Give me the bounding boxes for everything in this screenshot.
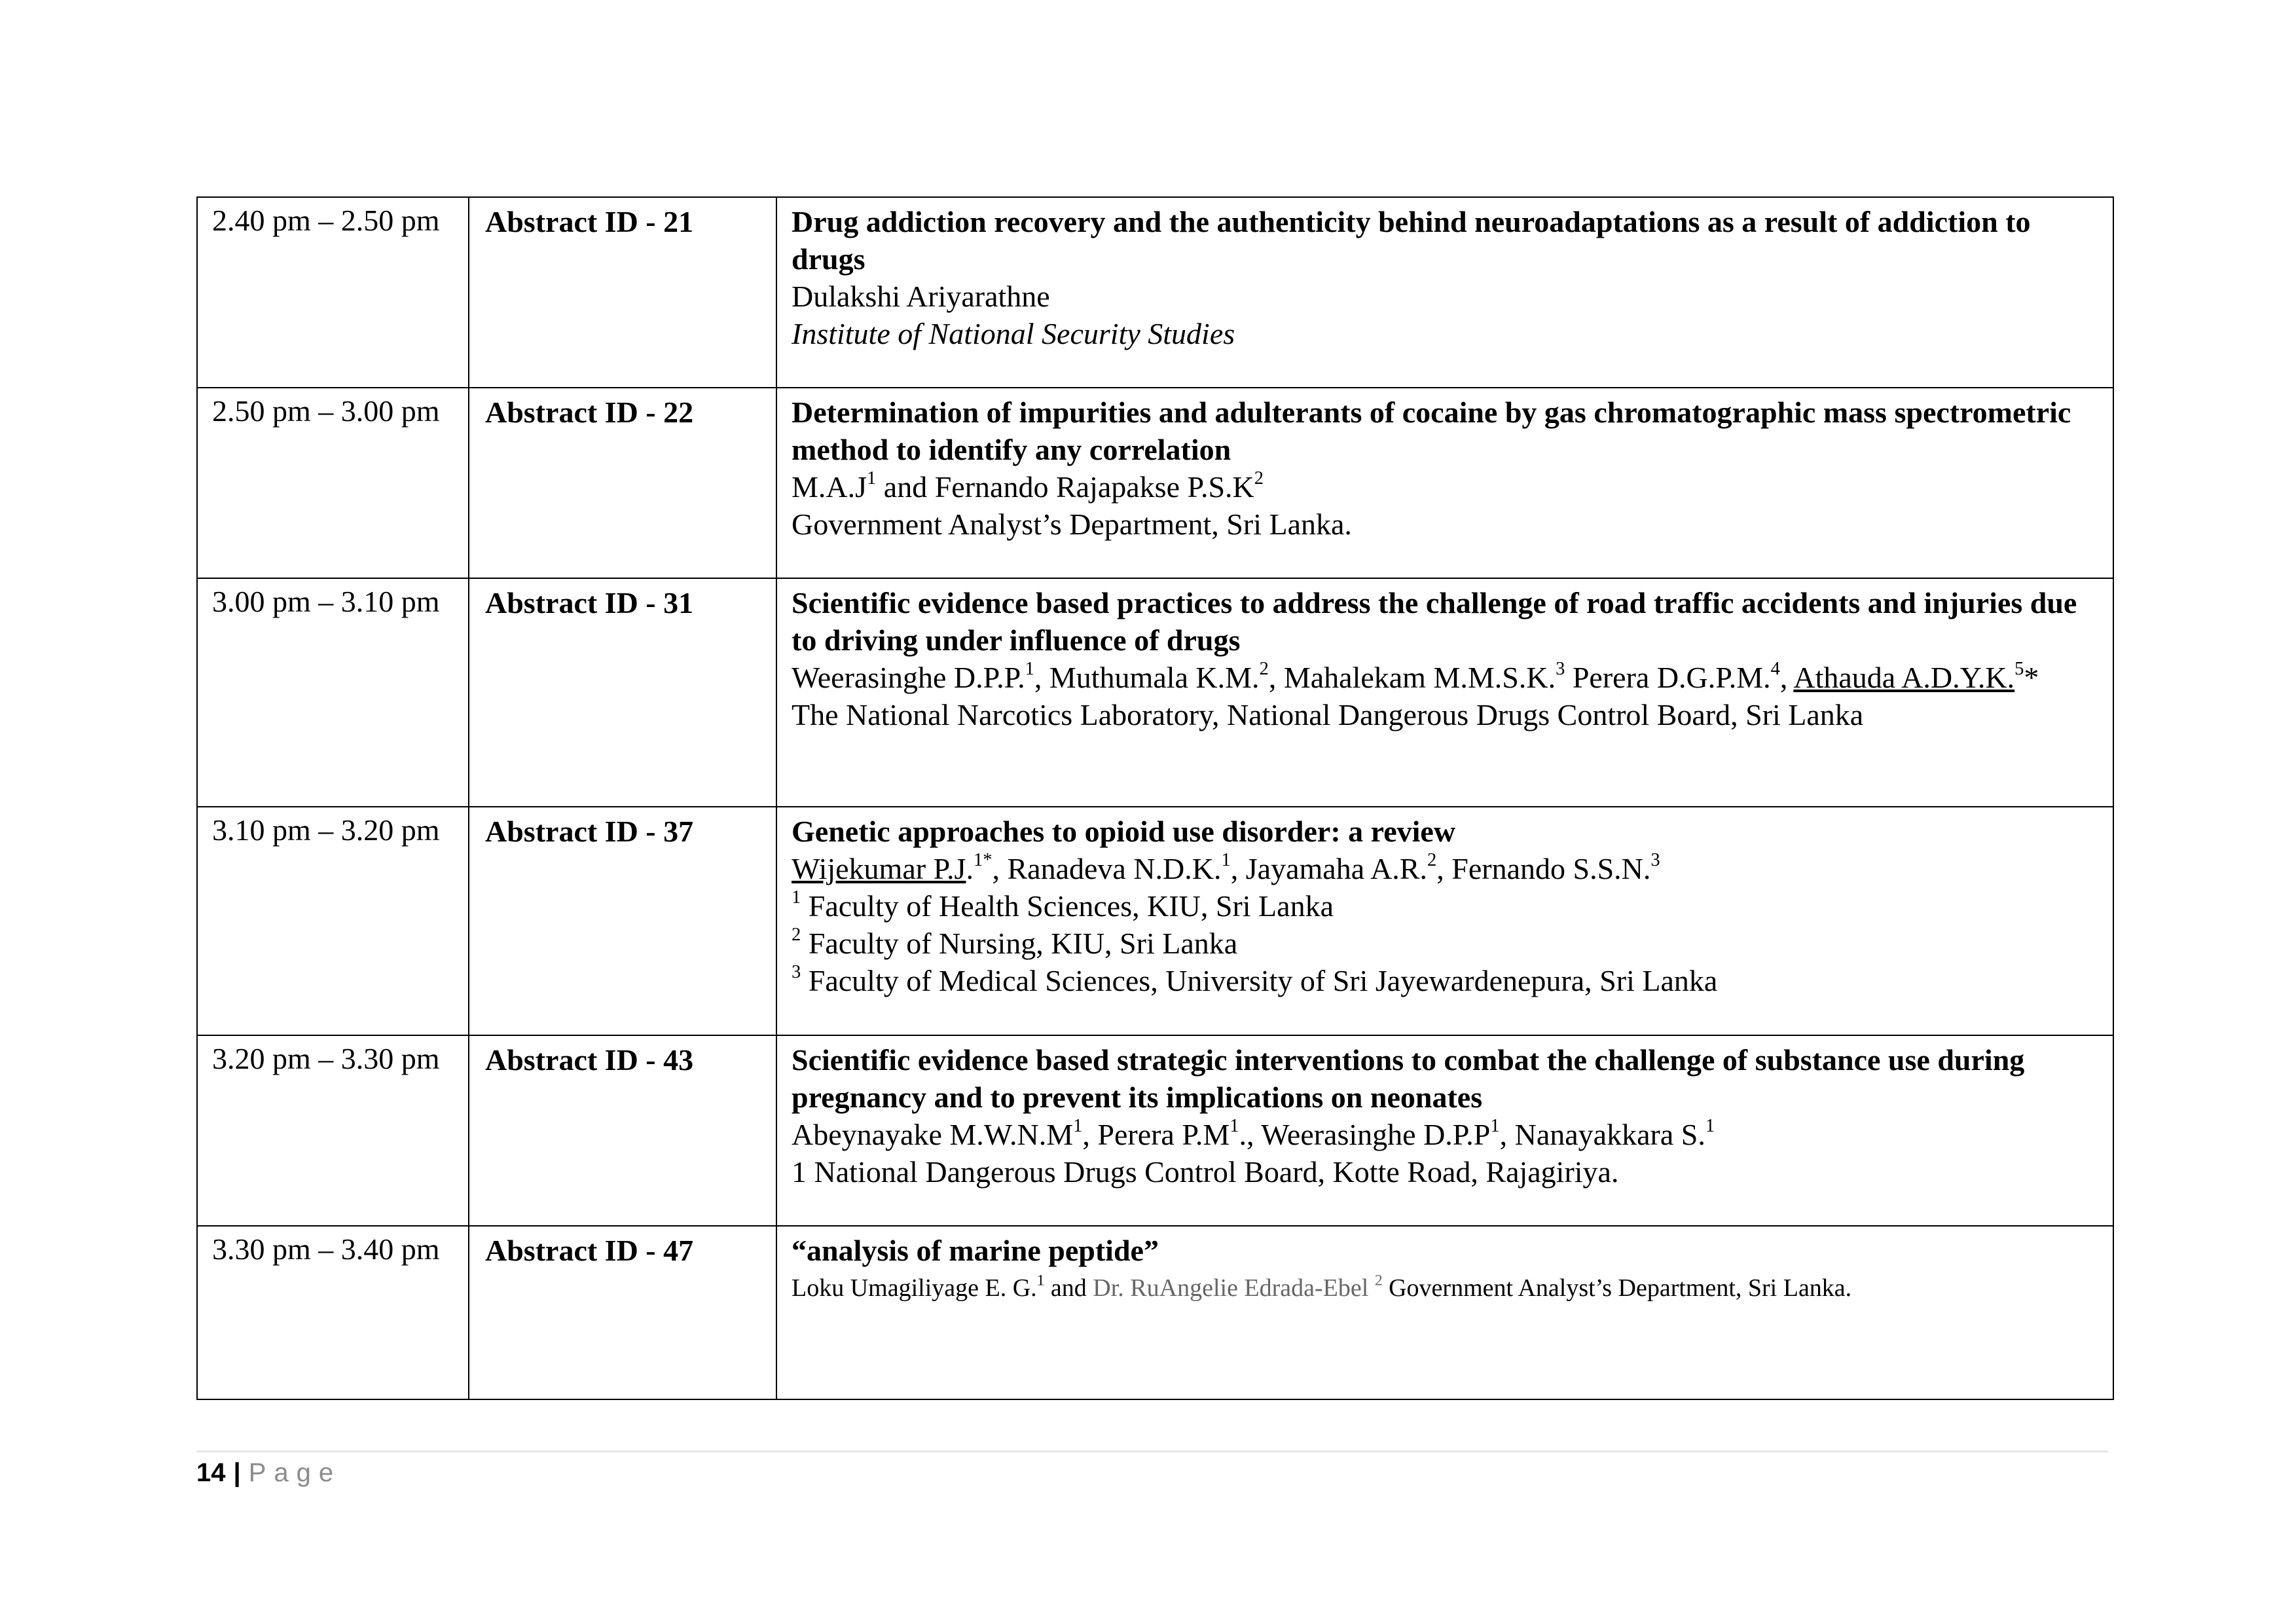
- abstract-authors: Loku Umagiliyage E. G.$^1$ and Dr. RuAngelie Edrada-Ebel $^2$ Government Analyst’s Department, Sri Lanka.: [792, 1272, 1852, 1302]
- abstract-title: Genetic approaches to opioid use disorder: a review: [792, 815, 1456, 848]
- abstract-id-cell: Abstract ID - 43: [469, 1035, 776, 1226]
- abstract-id-cell: Abstract ID - 47: [469, 1226, 776, 1399]
- time-cell: 2.40 pm – 2.50 pm: [197, 197, 469, 388]
- abstract-id-cell: Abstract ID - 22: [469, 388, 776, 578]
- abstract-authors: Weerasinghe D.P.P.$^1$, Muthumala K.M.$^2$, Mahalekam M.M.S.K.$^3$ Perera D.G.P.M.$^4$, Athauda A.D.Y.K.$^5$*: [792, 659, 2039, 694]
- presenting-author: Wijekumar P.J: [792, 852, 966, 885]
- table-row: [197, 1035, 2113, 1226]
- abstract-id-cell: Abstract ID - 31: [469, 578, 776, 807]
- abstract-affiliation: The National Narcotics Laboratory, National Dangerous Drugs Control Board, Sri Lanka: [792, 698, 1864, 731]
- abstract-title: Scientific evidence based practices to address the challenge of road traffic accidents and injuries due to driving under influence of drugs: [792, 586, 2077, 657]
- abstract-authors: $M.A.J^1$ and Fernando Rajapakse $P.S.K^2$: [792, 468, 1264, 504]
- presenting-author: Athauda A.D.Y.K.: [1793, 661, 2015, 694]
- abstract-details: [776, 578, 2113, 807]
- page-footer: [196, 1457, 341, 1488]
- page-label: Page: [248, 1458, 342, 1487]
- abstract-title: Determination of impurities and adulterants of cocaine by gas chromatographic mass spectrometric method to identify any correlation: [792, 396, 2071, 466]
- schedule-table: [196, 196, 2114, 1400]
- page-number: 14: [196, 1458, 226, 1487]
- time-cell: 2.50 pm – 3.00 pm: [197, 388, 469, 578]
- abstract-affiliation: 1 National Dangerous Drugs Control Board, Kotte Road, Rajagiriya.: [792, 1155, 1619, 1189]
- abstract-title: “analysis of marine peptide”: [792, 1234, 1159, 1267]
- table-row: [197, 388, 2113, 578]
- time-cell: 3.10 pm – 3.20 pm: [197, 807, 469, 1035]
- abstract-affiliation: $^1$ Faculty of Health Sciences, KIU, Sri Lanka: [792, 887, 1334, 923]
- abstract-affiliation: Institute of National Security Studies: [792, 317, 1235, 350]
- abstract-authors: Dulakshi Ariyarathne: [792, 280, 1050, 313]
- abstract-authors: Wijekumar P.J.$^{1*}$, Ranadeva N.D.K.$^1$, Jayamaha A.R.$^2$, Fernando S.S.N.$^3$: [792, 850, 1660, 885]
- abstract-details: [776, 1226, 2113, 1399]
- time-cell: 3.00 pm – 3.10 pm: [197, 578, 469, 807]
- abstract-affiliation: $^2$ Faculty of Nursing, KIU, Sri Lanka: [792, 925, 1238, 960]
- abstract-id-cell: Abstract ID - 37: [469, 807, 776, 1035]
- time-cell: 3.20 pm – 3.30 pm: [197, 1035, 469, 1226]
- abstract-details: [776, 197, 2113, 388]
- abstract-affiliation: $^3$ Faculty of Medical Sciences, University of Sri Jayewardenepura, Sri Lanka: [792, 962, 1718, 997]
- abstract-details: [776, 1035, 2113, 1226]
- abstract-details: [776, 388, 2113, 578]
- table-row: [197, 1226, 2113, 1399]
- time-cell: 3.30 pm – 3.40 pm: [197, 1226, 469, 1399]
- footer-divider: [196, 1450, 2108, 1452]
- table-row: [197, 807, 2113, 1035]
- abstract-id-cell: Abstract ID - 21: [469, 197, 776, 388]
- footer-separator: |: [233, 1458, 241, 1487]
- abstract-title: Drug addiction recovery and the authenticity behind neuroadaptations as a result of addiction to drugs: [792, 205, 2031, 276]
- abstract-authors: Abeynayake $M.W.N.M^1$, Perera $P.M^1$., Weerasinghe $D.P.P^1$, Nanayakkara S.$^1$: [792, 1116, 1715, 1151]
- abstract-affiliation: Government Analyst’s Department, Sri Lanka.: [792, 507, 1352, 541]
- abstract-title: Scientific evidence based strategic interventions to combat the challenge of substance use during pregnancy and to prevent its implications on neonates: [792, 1043, 2025, 1114]
- abstract-details: [776, 807, 2113, 1035]
- table-row: [197, 197, 2113, 388]
- table-row: [197, 578, 2113, 807]
